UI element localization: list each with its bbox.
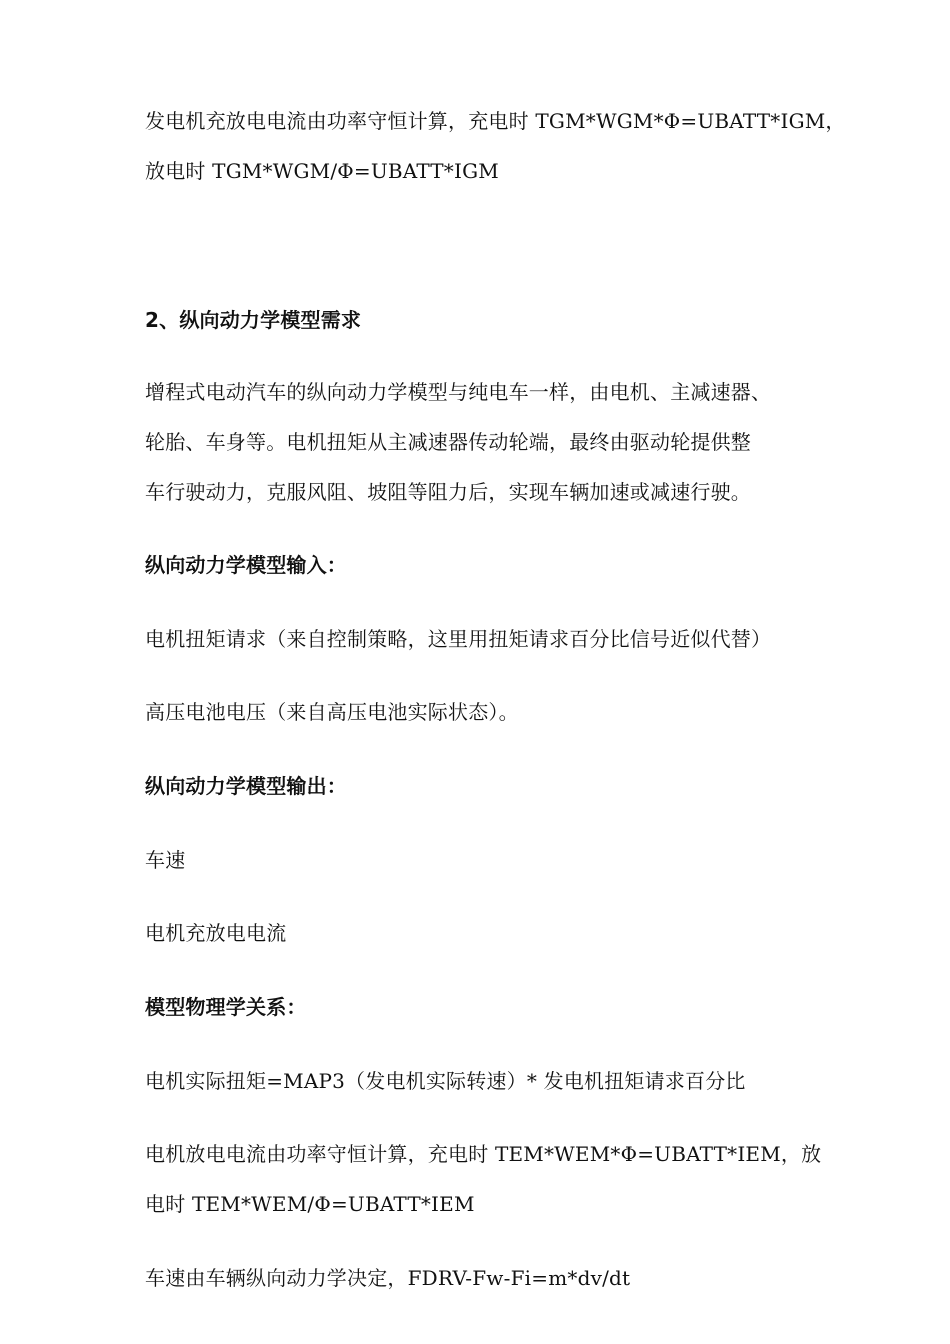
inputs-heading: 纵向动力学模型输入： [145, 553, 347, 577]
physics-heading: 模型物理学关系： [145, 995, 307, 1019]
outputs-heading: 纵向动力学模型输出： [145, 774, 347, 798]
physics-current-line-2: 电时 TEM*WEM/Φ=UBATT*IEM [145, 1192, 475, 1216]
output-item-vehicle-speed: 车速 [145, 848, 186, 872]
intro-line-1: 发电机充放电电流由功率守恒计算，充电时 TGM*WGM*Φ=UBATT*IGM， [145, 109, 846, 133]
description-line-2: 轮胎、车身等。电机扭矩从主减速器传动轮端，最终由驱动轮提供整 [145, 430, 751, 454]
physics-speed-line: 车速由车辆纵向动力学决定，FDRV-Fw-Fi=m*dv/dt [145, 1266, 631, 1290]
description-line-1: 增程式电动汽车的纵向动力学模型与纯电车一样，由电机、主减速器、 [145, 380, 772, 404]
output-item-motor-current: 电机充放电电流 [145, 921, 287, 945]
physics-current-line-1: 电机放电电流由功率守恒计算，充电时 TEM*WEM*Φ=UBATT*IEM，放 [145, 1142, 822, 1166]
input-item-battery-voltage: 高压电池电压（来自高压电池实际状态）。 [145, 700, 519, 724]
physics-torque-line: 电机实际扭矩=MAP3（发电机实际转速）* 发电机扭矩请求百分比 [145, 1069, 746, 1093]
intro-line-2: 放电时 TGM*WGM/Φ=UBATT*IGM [145, 159, 499, 183]
section-heading: 2、纵向动力学模型需求 [145, 308, 362, 332]
description-line-3: 车行驶动力，克服风阻、坡阻等阻力后，实现车辆加速或减速行驶。 [145, 480, 751, 504]
input-item-torque-request: 电机扭矩请求（来自控制策略，这里用扭矩请求百分比信号近似代替） [145, 627, 772, 651]
